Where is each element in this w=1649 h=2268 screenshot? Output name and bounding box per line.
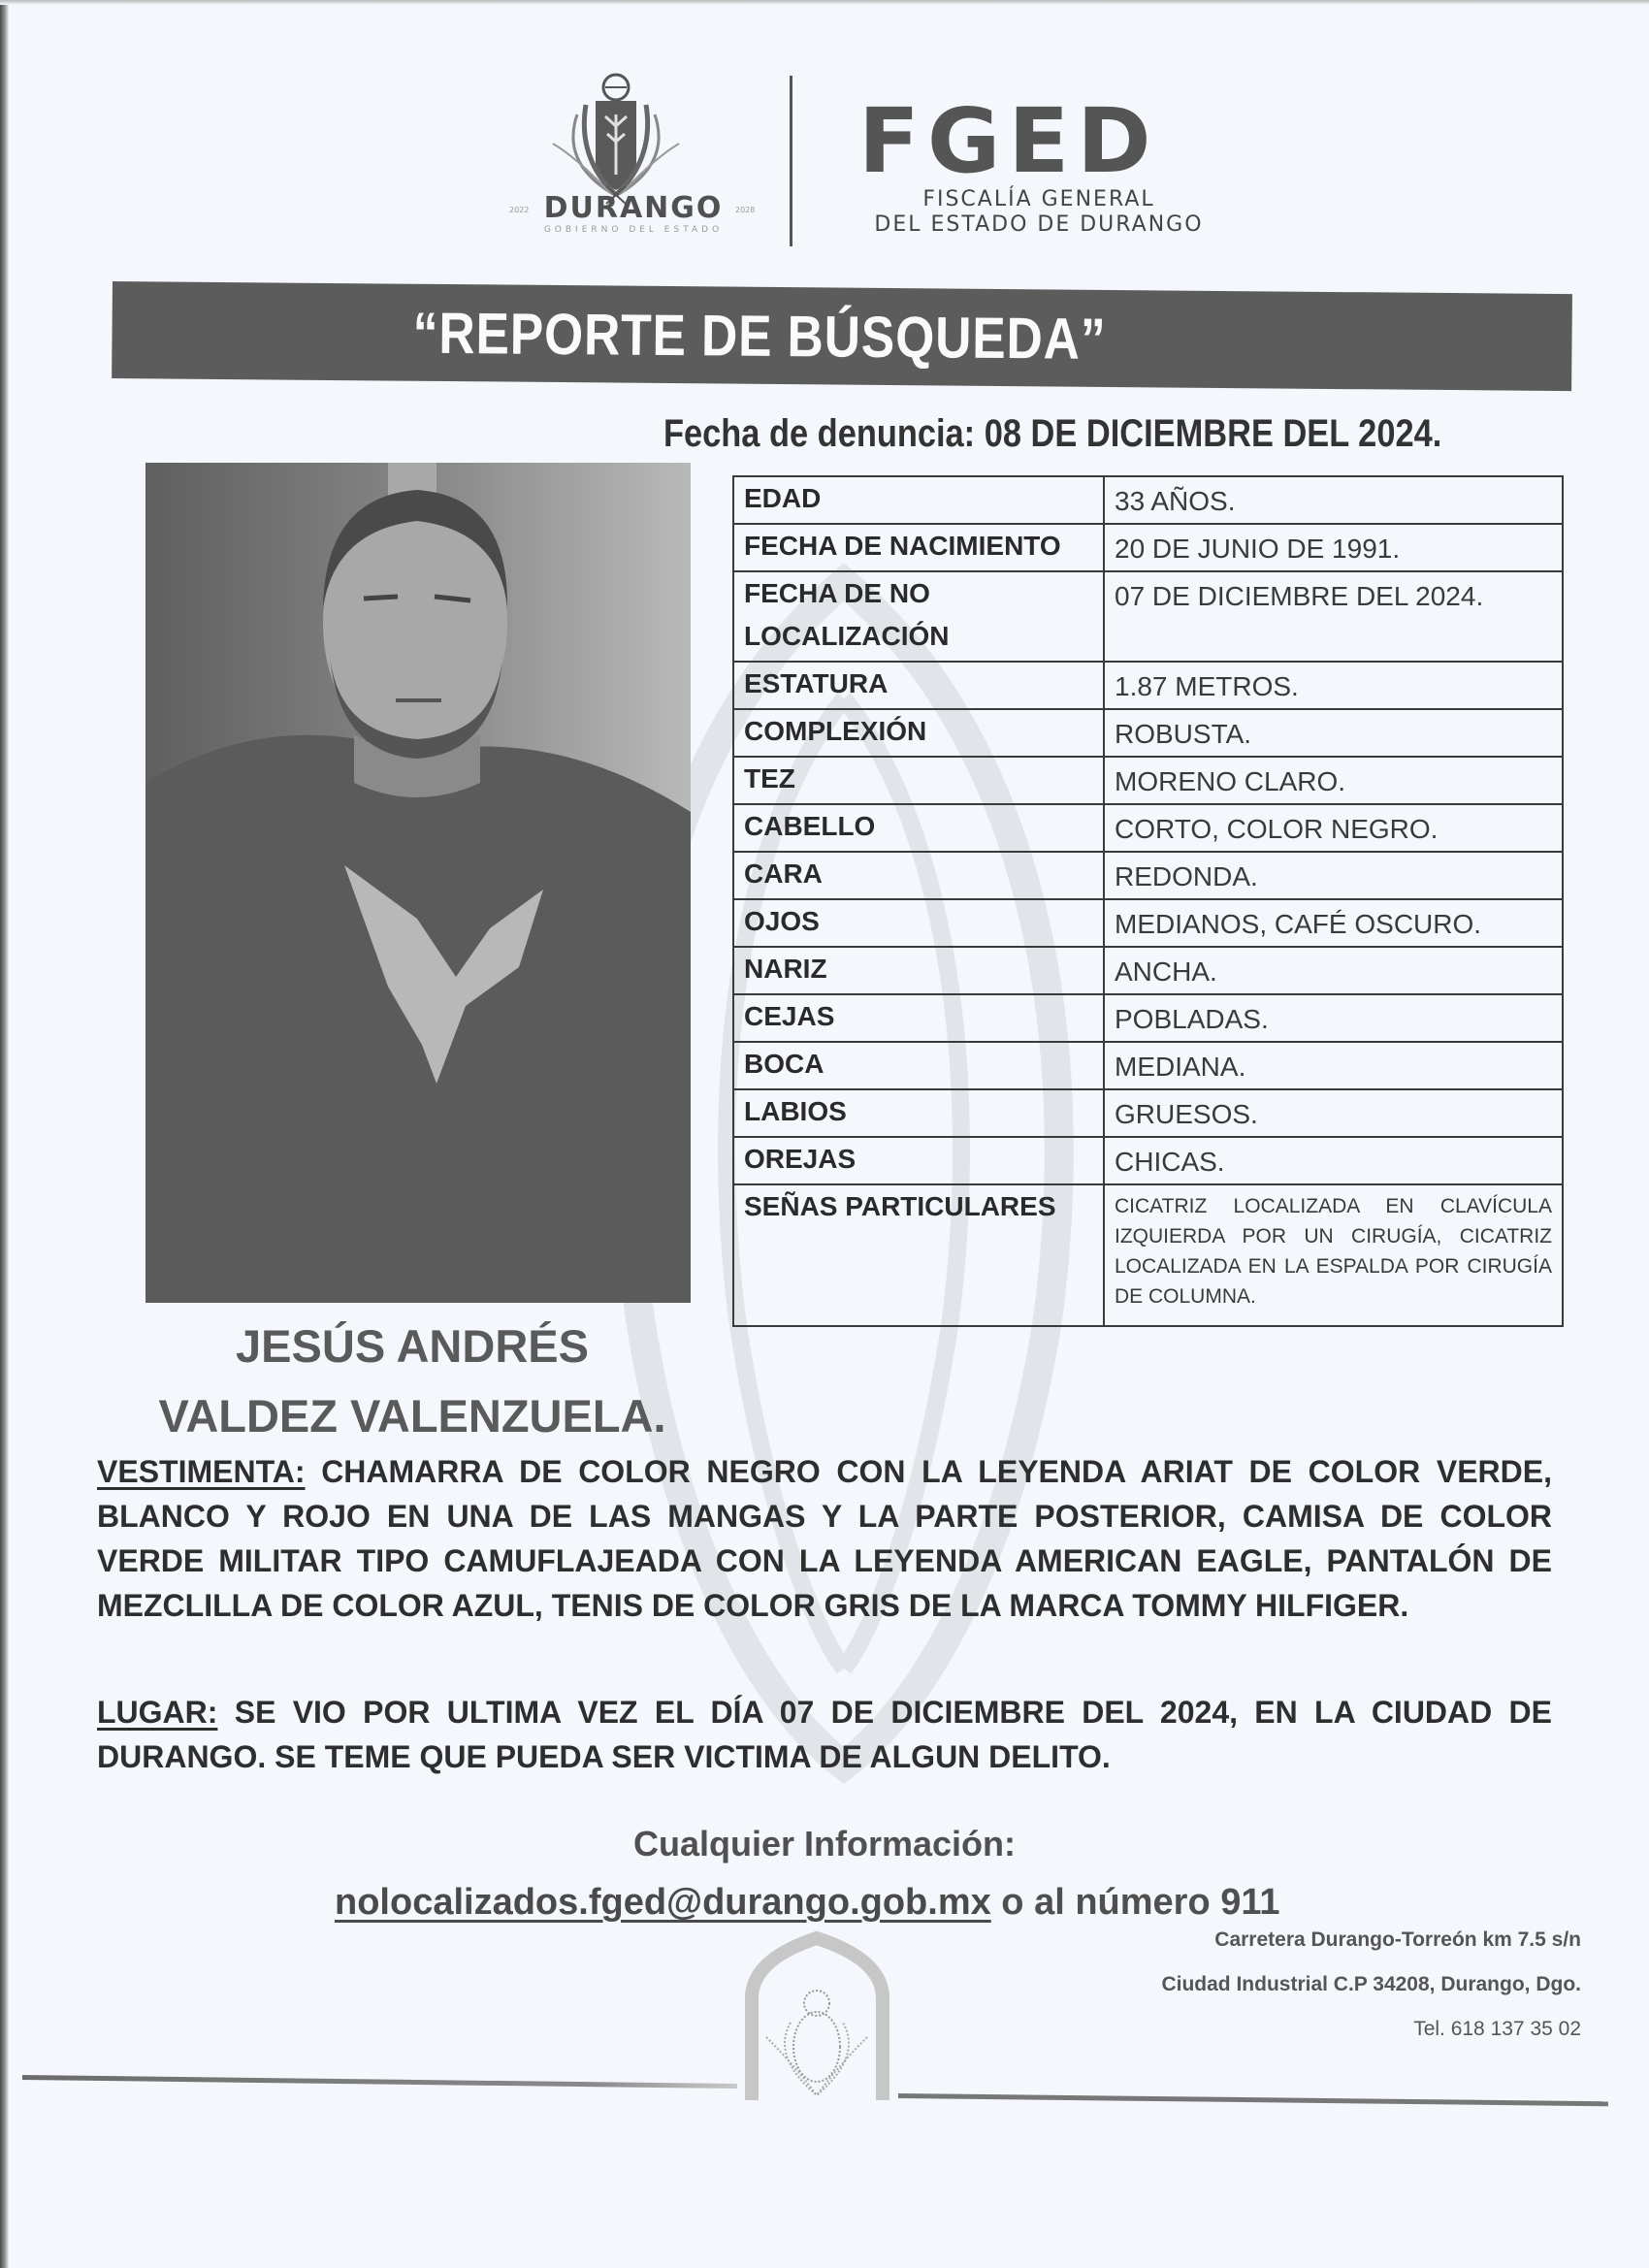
details-row <box>733 994 1563 1042</box>
clothing-text: CHAMARRA DE COLOR NEGRO CON LA LEYENDA ARIAT DE COLOR VERDE, BLANCO Y ROJO EN UNA DE LAS MANGAS Y LA PARTE POSTERIOR, CAMISA DE COLOR VERDE MILITAR TIPO CAMUFLAJEADA CON LA LEYENDA AMERICAN EAGLE, PANTALÓN DE MEZCLILLA DE COLOR AZUL, TENIS DE COLOR GRIS DE LA MARCA TOMMY HILFIGER. <box>97 1454 1553 1623</box>
details-row <box>733 757 1563 804</box>
agency-name <box>859 187 1218 238</box>
person-name-line2: VALDEZ VALENZUELA. <box>158 1390 666 1442</box>
details-value: CICATRIZ LOCALIZADA EN CLAVÍCULA IZQUIERDA POR UN CIRUGÍA, CICATRIZ LOCALIZADA EN LA ESPALDA POR CIRUGÍA DE COLUMNA. <box>1104 1184 1563 1326</box>
place-paragraph <box>97 1690 1552 1779</box>
details-label: CEJAS <box>733 994 1104 1042</box>
details-row <box>733 899 1563 947</box>
report-title: “REPORTE DE BÚSQUEDA” <box>412 300 1107 372</box>
missing-person-photo <box>146 463 691 1303</box>
agency-name-line2: DEL ESTADO DE DURANGO <box>874 212 1204 237</box>
details-row <box>733 662 1563 709</box>
details-label: TEZ <box>733 757 1104 804</box>
scan-left-edge <box>0 0 9 2268</box>
details-label: EDAD <box>733 476 1104 524</box>
details-label: OREJAS <box>733 1137 1104 1184</box>
place-text: SE VIO POR ULTIMA VEZ EL DÍA 07 DE DICIEMBRE DEL 2024, EN LA CIUDAD DE DURANGO. SE TEME QUE PUEDA SER VICTIMA DE ALGUN DELITO. <box>97 1695 1553 1774</box>
footer-rule-left <box>22 2075 737 2089</box>
details-row <box>733 571 1563 662</box>
address-phone: Tel. 618 137 35 02 <box>1413 2018 1581 2040</box>
details-value: REDONDA. <box>1104 852 1563 899</box>
details-row <box>733 476 1563 524</box>
details-table <box>732 475 1564 1327</box>
agency-name-line1: FISCALÍA GENERAL <box>922 187 1155 211</box>
contact-line <box>335 1882 1280 1924</box>
details-value: 20 DE JUNIO DE 1991. <box>1104 524 1563 571</box>
address-line2: Ciudad Industrial C.P 34208, Durango, Dgo. <box>1161 1973 1581 1995</box>
details-label: SEÑAS PARTICULARES <box>733 1184 1104 1326</box>
details-value: ANCHA. <box>1104 947 1563 994</box>
contact-phone: o al número 911 <box>990 1882 1280 1923</box>
title-bar <box>112 281 1572 391</box>
logo-subtitle: GOBIERNO DEL ESTADO <box>543 225 724 235</box>
details-label: CARA <box>733 852 1104 899</box>
details-value: ROBUSTA. <box>1104 709 1563 757</box>
logo-year-right: 2028 <box>735 206 756 214</box>
details-value: CHICAS. <box>1104 1137 1563 1184</box>
scan-top-edge <box>0 0 1649 5</box>
details-value: CORTO, COLOR NEGRO. <box>1104 804 1563 852</box>
details-value: MEDIANA. <box>1104 1042 1563 1089</box>
header-divider <box>790 76 792 246</box>
person-name <box>136 1312 689 1451</box>
details-label: ESTATURA <box>733 662 1104 709</box>
details-label: FECHA DE NACIMIENTO <box>733 524 1104 571</box>
details-row <box>733 1137 1563 1184</box>
details-value: MORENO CLARO. <box>1104 757 1563 804</box>
contact-heading: Cualquier Información: <box>632 1824 1017 1863</box>
details-value: MEDIANOS, CAFÉ OSCURO. <box>1104 899 1563 947</box>
details-value: 07 DE DICIEMBRE DEL 2024. <box>1104 571 1563 662</box>
details-row <box>733 947 1563 994</box>
details-label: CABELLO <box>733 804 1104 852</box>
person-name-line1: JESÚS ANDRÉS <box>236 1320 589 1372</box>
details-label: NARIZ <box>733 947 1104 994</box>
footer-rule-right <box>898 2093 1608 2106</box>
details-row <box>733 1042 1563 1089</box>
logo-year-left: 2022 <box>509 206 530 214</box>
details-row <box>733 1184 1563 1326</box>
details-label: LABIOS <box>733 1089 1104 1137</box>
details-label: OJOS <box>733 899 1104 947</box>
contact-email-link[interactable]: nolocalizados.fged@durango.gob.mx <box>335 1882 991 1923</box>
clothing-paragraph <box>97 1449 1552 1628</box>
details-value: GRUESOS. <box>1104 1089 1563 1137</box>
durango-logo-text: DURANGO <box>543 191 724 225</box>
state-seal-icon <box>737 1930 897 2105</box>
report-date: Fecha de denuncia: 08 DE DICIEMBRE DEL 2024. <box>663 412 1442 455</box>
details-label: FECHA DE NO LOCALIZACIÓN <box>733 571 1104 662</box>
details-label: BOCA <box>733 1042 1104 1089</box>
details-row <box>733 1089 1563 1137</box>
details-row <box>733 524 1563 571</box>
details-label: COMPLEXIÓN <box>733 709 1104 757</box>
place-label: LUGAR: <box>97 1695 218 1730</box>
address-line1: Carretera Durango-Torreón km 7.5 s/n <box>1214 1928 1581 1951</box>
details-row <box>733 852 1563 899</box>
details-row <box>733 804 1563 852</box>
details-value: 1.87 METROS. <box>1104 662 1563 709</box>
agency-acronym: FGED <box>858 89 1159 193</box>
clothing-label: VESTIMENTA: <box>97 1454 306 1489</box>
details-value: 33 AÑOS. <box>1104 476 1563 524</box>
details-value: POBLADAS. <box>1104 994 1563 1042</box>
details-row <box>733 709 1563 757</box>
